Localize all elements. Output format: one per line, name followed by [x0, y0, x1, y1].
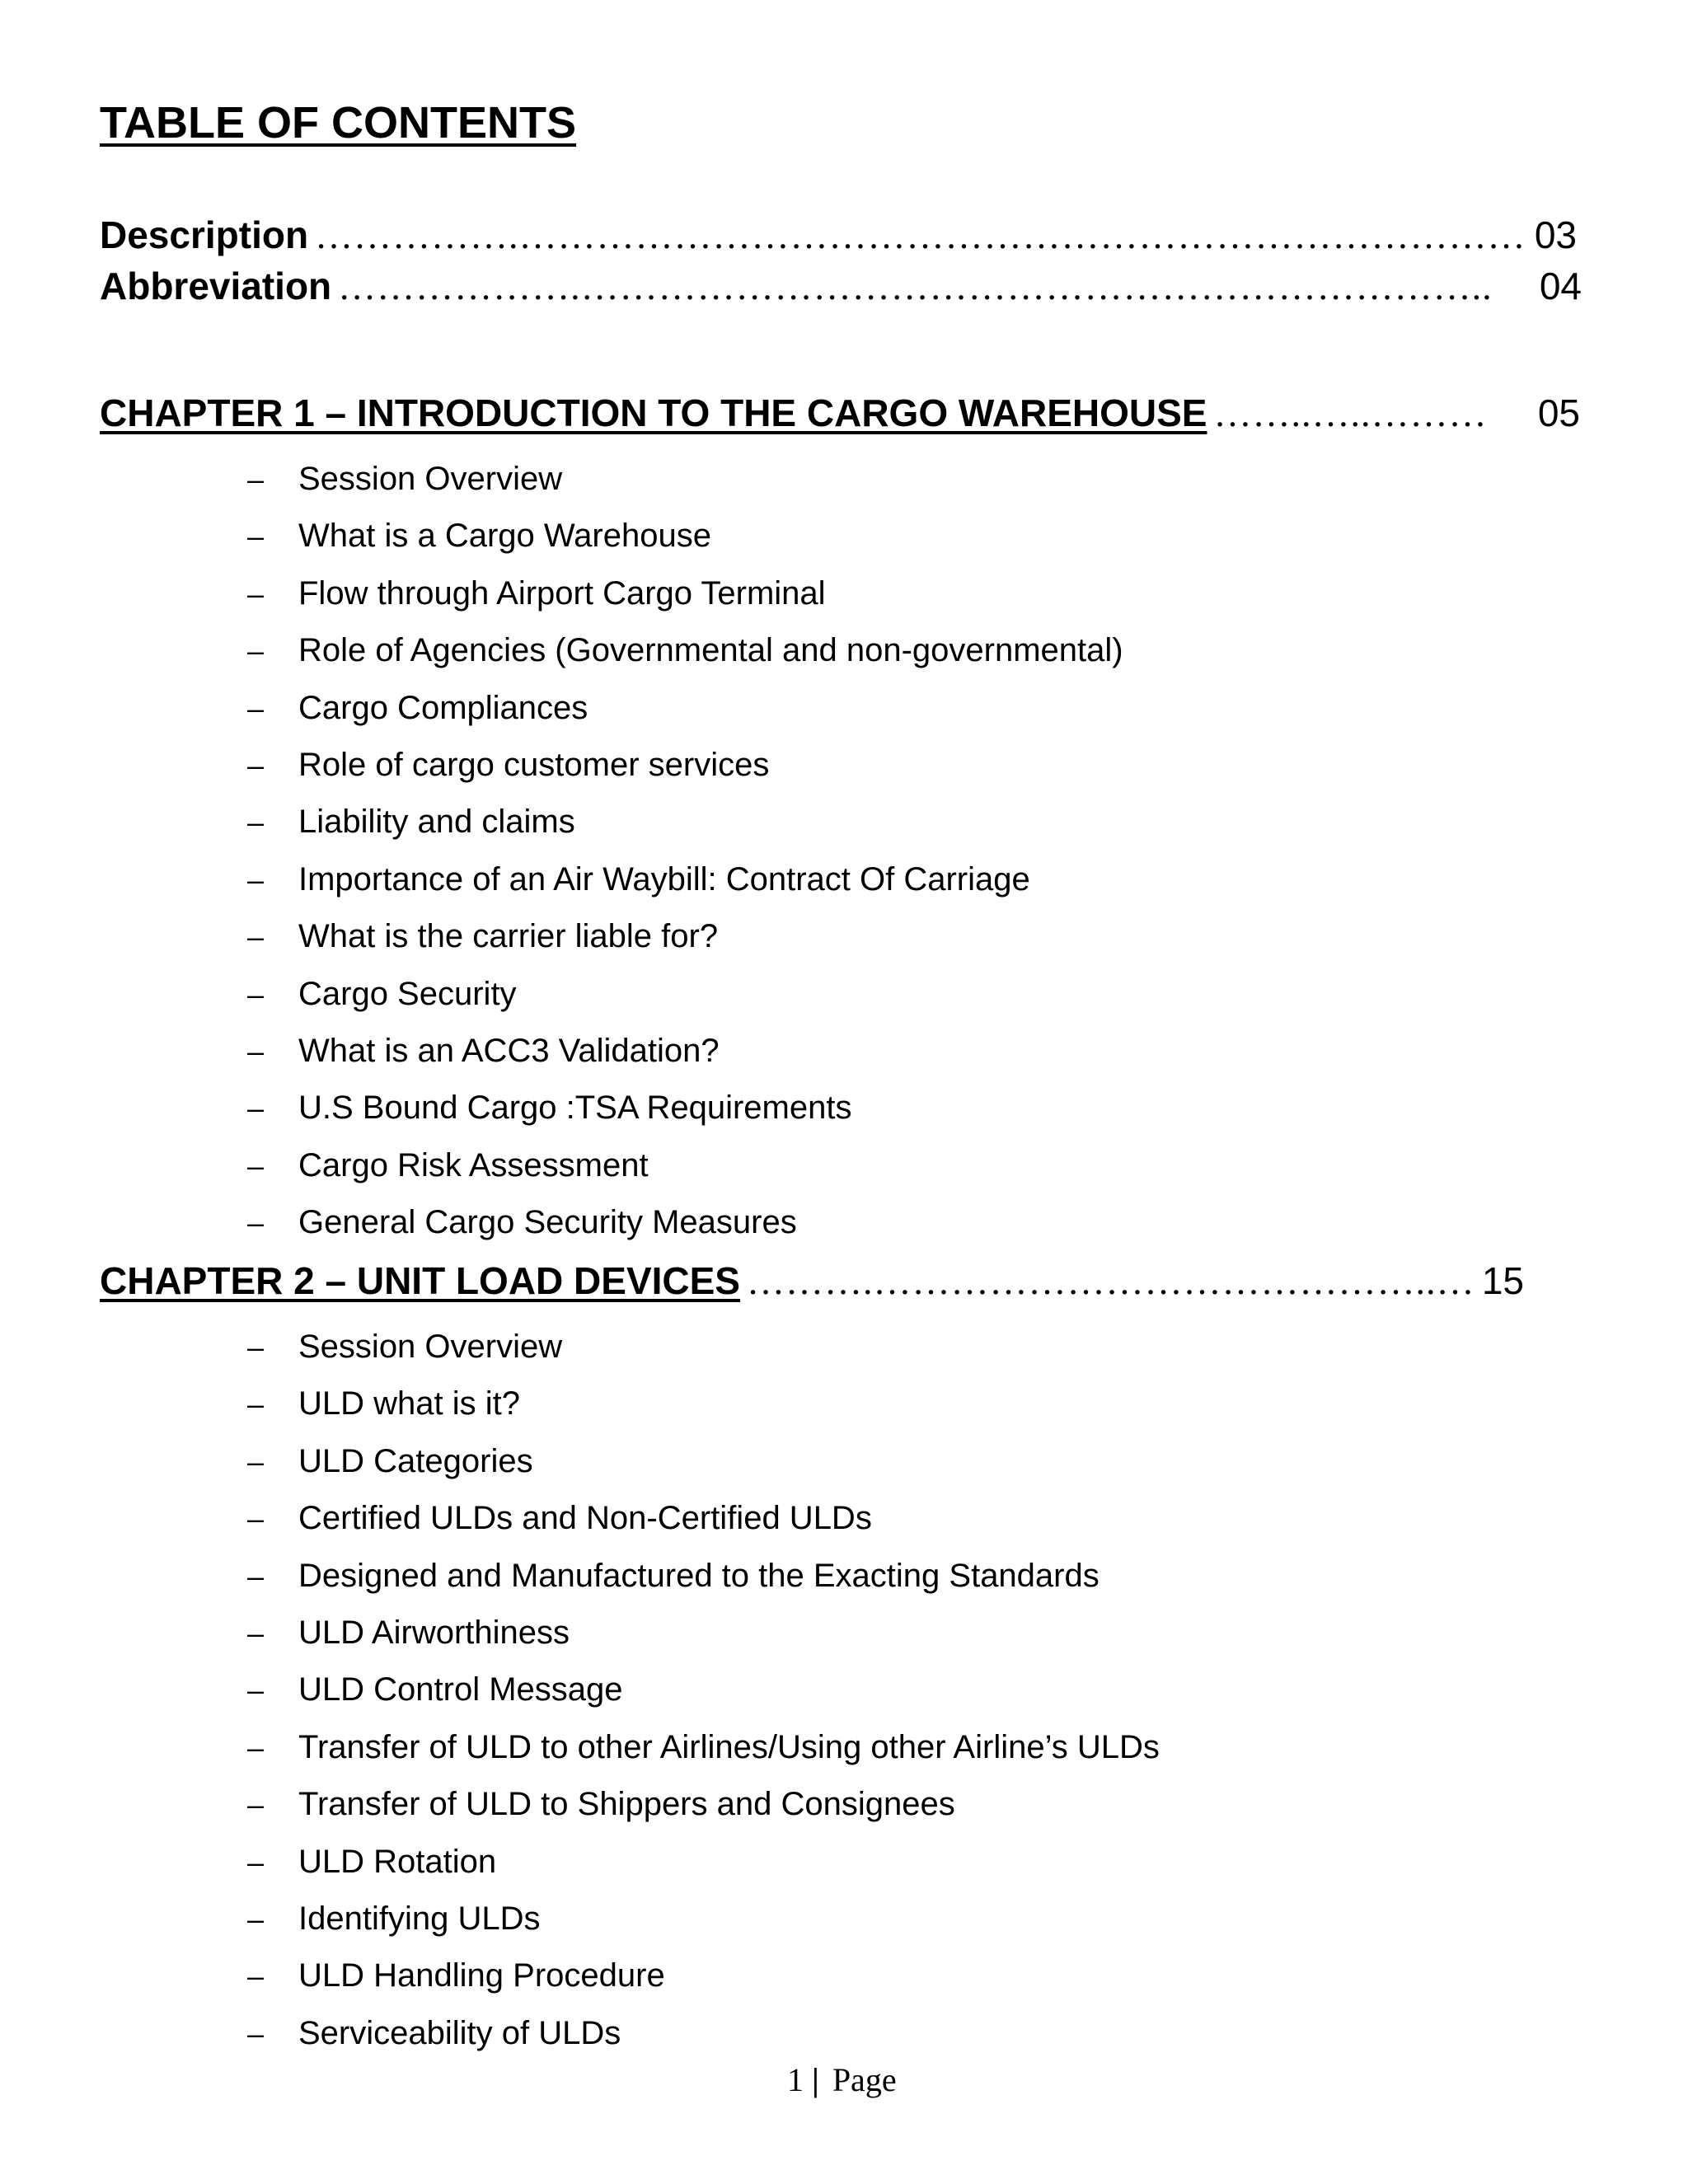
- topic-label: ULD what is it?: [298, 1385, 520, 1422]
- toc-entry-label: Abbreviation: [100, 265, 332, 307]
- topic-label: Flow through Airport Cargo Terminal: [298, 574, 826, 612]
- topic-label: Session Overview: [298, 461, 563, 497]
- topic-label: Session Overview: [298, 1329, 563, 1365]
- toc-page-number: 03: [1534, 213, 1577, 256]
- page-footer: [787, 2060, 897, 2099]
- toc-page-number: 15: [1481, 1259, 1524, 1302]
- topic-label: ULD Rotation: [298, 1843, 497, 1880]
- topic-label: Importance of an Air Waybill: Contract Of Carriage: [298, 860, 1030, 898]
- topic-label: General Cargo Security Measures: [298, 1204, 797, 1241]
- dot-leader: ……..…..………: [1213, 392, 1488, 434]
- bullet-dash: –: [247, 1091, 265, 1126]
- topic-label: ULD Handling Procedure: [298, 1957, 665, 1994]
- topic-label: Designed and Manufactured to the Exacting Standards: [298, 1557, 1100, 1594]
- bullet-dash: –: [247, 920, 265, 954]
- bullet-dash: –: [247, 1033, 265, 1068]
- bullet-dash: –: [247, 691, 265, 725]
- topic-label: Transfer of ULD to other Airlines/Using other Airline’s ULDs: [298, 1728, 1160, 1765]
- bullet-dash: –: [247, 805, 265, 840]
- footer-page-label: Page: [832, 2061, 897, 2098]
- bullet-dash: –: [247, 1615, 265, 1650]
- toc-entry-description[interactable]: [100, 210, 1577, 260]
- topic-label: What is an ACC3 Validation?: [298, 1032, 720, 1069]
- toc-entry-label: Description: [100, 213, 309, 256]
- topic-label: Liability and claims: [298, 804, 575, 841]
- bullet-dash: –: [247, 1330, 265, 1364]
- bullet-dash: –: [247, 1788, 265, 1822]
- bullet-dash: –: [247, 1206, 265, 1240]
- dot-leader: ……………….……………………………………………………………..: [338, 265, 1493, 307]
- page-title: TABLE OF CONTENTS: [100, 98, 576, 148]
- bullet-dash: –: [247, 1730, 265, 1765]
- topic-label: Cargo Compliances: [298, 689, 588, 726]
- chapter-title: CHAPTER 1 – INTRODUCTION TO THE CARGO WAREHOUSE: [100, 391, 1207, 434]
- topic-label: Cargo Risk Assessment: [298, 1146, 649, 1183]
- bullet-dash: –: [247, 862, 265, 897]
- topic-label: What is a Cargo Warehouse: [298, 518, 711, 555]
- bullet-dash: –: [247, 1444, 265, 1479]
- bullet-dash: –: [247, 1959, 265, 1994]
- topic-label: ULD Airworthiness: [298, 1614, 570, 1651]
- chapter-title: CHAPTER 2 – UNIT LOAD DEVICES: [100, 1259, 740, 1302]
- bullet-dash: –: [247, 462, 265, 496]
- topic-label: U.S Bound Cargo :TSA Requirements: [298, 1090, 852, 1127]
- bullet-dash: –: [247, 1148, 265, 1183]
- toc-page-number: 05: [1537, 391, 1580, 434]
- topic-label: Transfer of ULD to Shippers and Consignees: [298, 1786, 955, 1823]
- bullet-dash: –: [247, 977, 265, 1011]
- toc-chapter-2[interactable]: [100, 1256, 1524, 1305]
- footer-page-number: 1: [787, 2061, 804, 2098]
- topic-label: What is the carrier liable for?: [298, 918, 719, 955]
- bullet-dash: –: [247, 1502, 265, 1536]
- bullet-dash: –: [247, 1901, 265, 1936]
- footer-separator: |: [812, 2061, 819, 2098]
- topic-label: Role of Agencies (Governmental and non-governmental): [298, 632, 1123, 669]
- dot-leader: ……….……………………………………..…: [747, 1260, 1475, 1302]
- toc-entry-abbreviation[interactable]: [100, 261, 1582, 311]
- bullet-dash: –: [247, 576, 265, 611]
- bullet-dash: –: [247, 634, 265, 668]
- bullet-dash: –: [247, 519, 265, 554]
- topic-label: Cargo Security: [298, 975, 517, 1012]
- bullet-dash: –: [247, 1387, 265, 1422]
- bullet-dash: –: [247, 1558, 265, 1593]
- bullet-dash: –: [247, 1673, 265, 1708]
- topic-label: Identifying ULDs: [298, 1900, 541, 1937]
- topic-label: ULD Categories: [298, 1442, 533, 1479]
- topic-label: Serviceability of ULDs: [298, 2014, 621, 2051]
- bullet-dash: –: [247, 2016, 265, 2050]
- bullet-dash: –: [247, 748, 265, 782]
- toc-chapter-1[interactable]: [100, 388, 1580, 438]
- topic-label: ULD Control Message: [298, 1671, 623, 1708]
- topic-label: Certified ULDs and Non-Certified ULDs: [298, 1500, 872, 1537]
- bullet-dash: –: [247, 1844, 265, 1879]
- toc-page-number: 04: [1539, 265, 1582, 307]
- dot-leader: …………….……………………………………………………………………: [315, 214, 1526, 256]
- topic-label: Role of cargo customer services: [298, 746, 770, 783]
